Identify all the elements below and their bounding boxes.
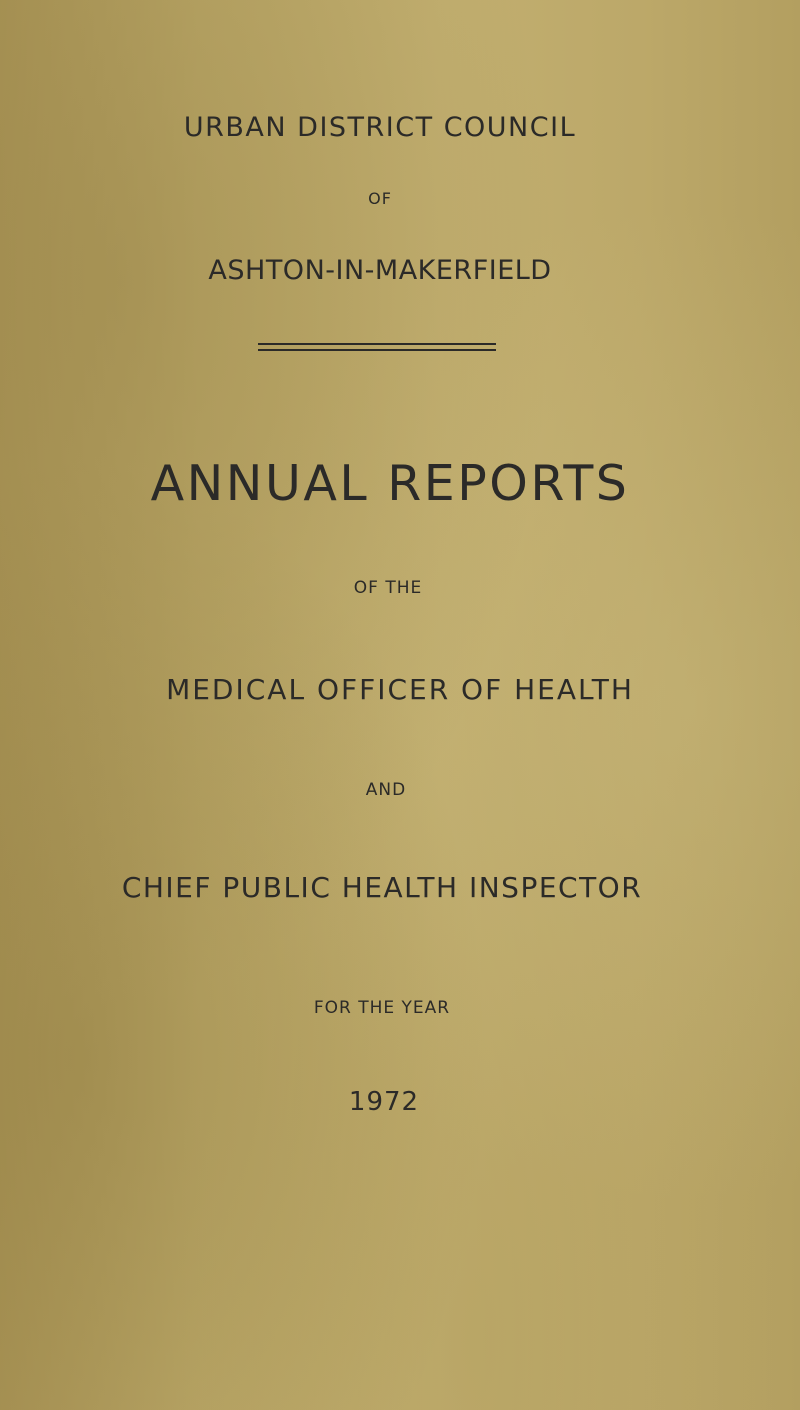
report-year: 1972 [348,1087,420,1117]
of-connector: OF [368,189,392,208]
for-the-year-label: FOR THE YEAR [313,998,451,1018]
double-rule-bottom [258,349,496,351]
double-rule-top [258,343,496,345]
council-name: URBAN DISTRICT COUNCIL [183,112,577,143]
and-connector: AND [365,780,407,800]
of-the-connector: OF THE [353,578,423,598]
town-name: ASHTON-IN-MAKERFIELD [208,255,552,286]
medical-officer-heading: MEDICAL OFFICER OF HEALTH [166,673,634,706]
report-title: ANNUAL REPORTS [150,455,630,512]
inspector-heading: CHIEF PUBLIC HEALTH INSPECTOR [121,871,643,904]
